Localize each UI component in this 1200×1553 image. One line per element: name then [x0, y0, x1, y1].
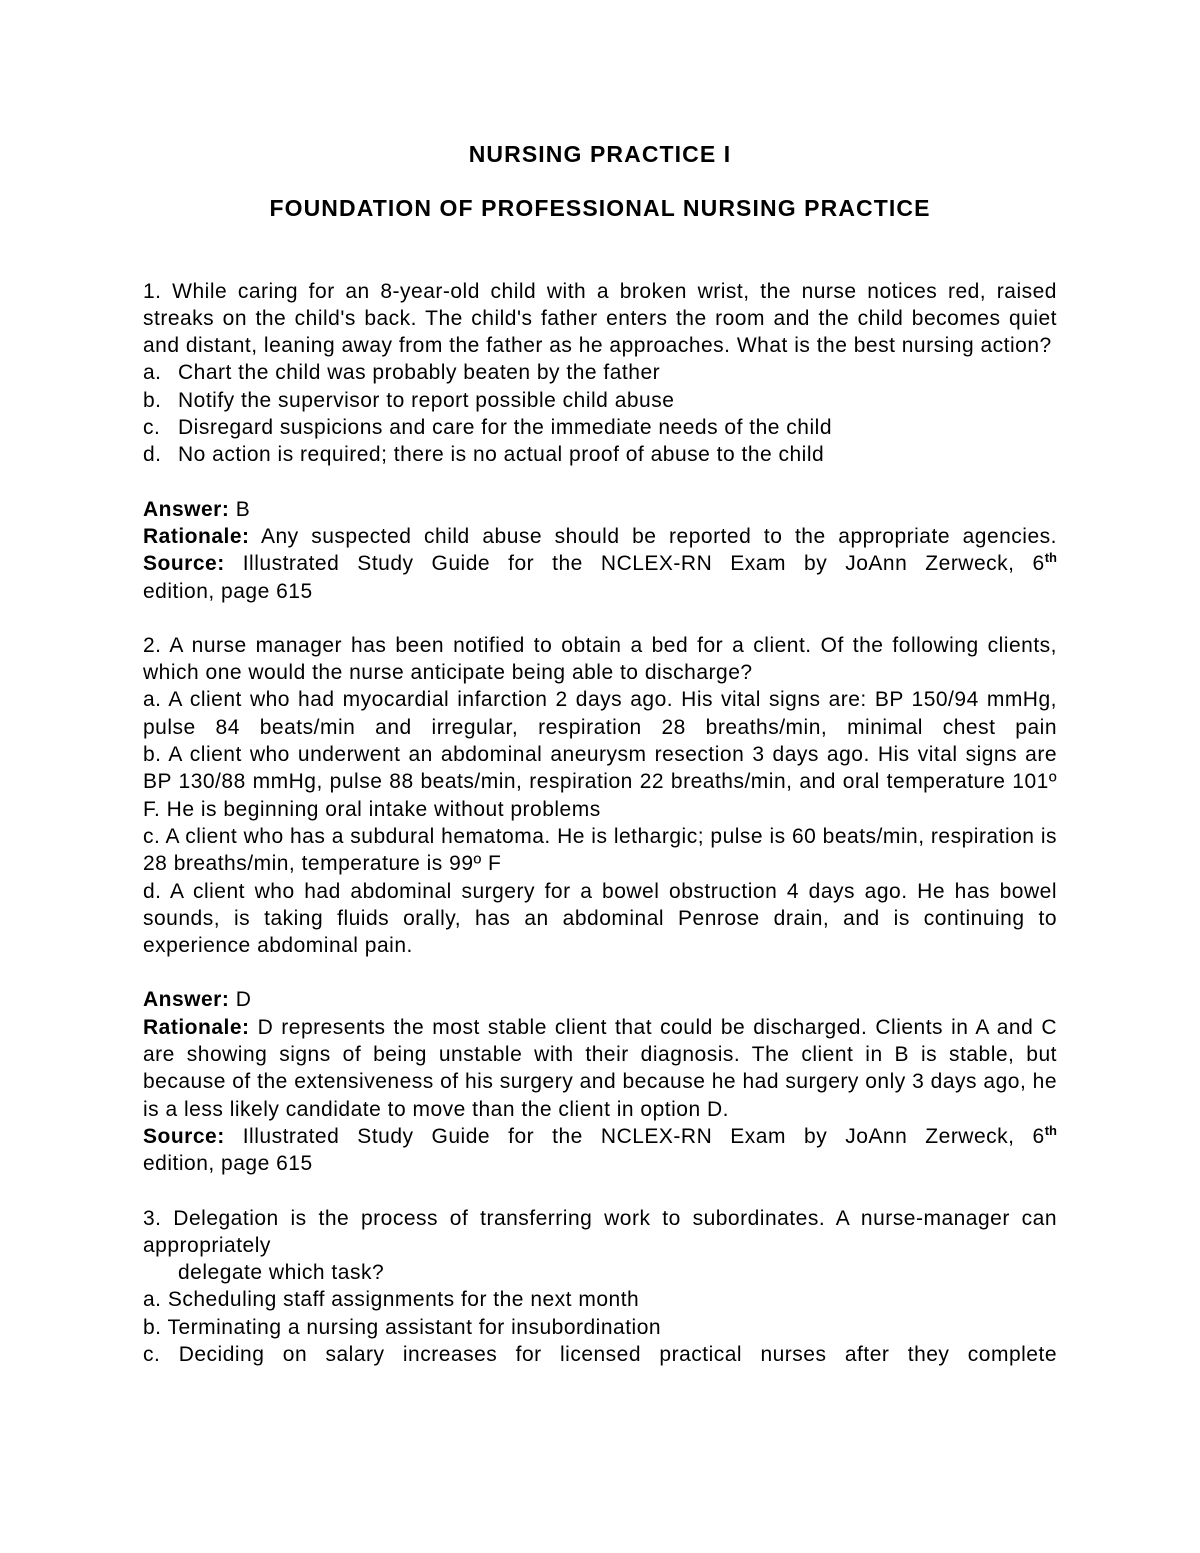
source-text: Illustrated Study Guide for the NCLEX-RN Exam by JoAnn Zerweck, 6 — [224, 552, 1045, 576]
question-2-option-a: a. A client who had myocardial infarction 2 days ago. His vital signs are: BP 150/94 mmHg, pulse 84 beats/min and irregular, respiration 28 breaths/min, minimal chest pain — [143, 688, 1057, 739]
option-letter: d. — [143, 443, 162, 467]
question-2-option-b: b. A client who underwent an abdominal aneurysm resection 3 days ago. His vital signs are BP 130/88 mmHg, pulse 88 beats/min, respiration 22 breaths/min, and oral temperature 101º F. He is beginning oral intake without problems — [143, 743, 1057, 821]
question-3-stem: 3. Delegation is the process of transferring work to subordinates. A nurse-manager can appropriately — [143, 1206, 1057, 1257]
question-1-option-b — [143, 387, 1057, 414]
question-3-option-b: b. Terminating a nursing assistant for insubordination — [143, 1315, 662, 1339]
option-text: Chart the child was probably beaten by the father — [178, 361, 661, 385]
question-2 — [143, 632, 1057, 1178]
question-3-stem-continuation: delegate which task? — [178, 1261, 385, 1285]
rationale-label: Rationale: — [143, 524, 250, 548]
question-2-option-c: c. A client who has a subdural hematoma. He is lethargic; pulse is 60 beats/min, respiration is 28 breaths/min, temperature is 99º F — [143, 824, 1057, 876]
option-text: Disregard suspicions and care for the immediate needs of the child — [178, 416, 832, 440]
question-1-option-a — [143, 359, 1057, 386]
source-label: Source: — [143, 1124, 225, 1148]
source-label: Source: — [143, 552, 225, 576]
question-2-source-line2: edition, page 615 — [143, 1152, 313, 1176]
source-superscript: th — [1044, 550, 1057, 566]
source-superscript: th — [1044, 1122, 1057, 1138]
answer-value: B — [229, 497, 251, 521]
question-1-source-line2: edition, page 615 — [143, 579, 313, 603]
question-2-rationale-line — [143, 1014, 1057, 1123]
question-1-option-d — [143, 441, 1057, 468]
option-text: No action is required; there is no actual proof of abuse to the child — [178, 443, 825, 467]
rationale-text: Any suspected child abuse should be reported to the appropriate agencies. — [249, 524, 1057, 548]
question-1 — [143, 278, 1057, 605]
rationale-text: D represents the most stable client that could be discharged. Clients in A and C are showing signs of being unstable with their diagnosis. The client in B is stable, but because of the extensiveness of his surgery and because he had surgery only 3 days ago, he is a less likely candidate to move than the client in option D. — [143, 1015, 1057, 1121]
question-2-source-line — [143, 1123, 1057, 1150]
rationale-label: Rationale: — [143, 1015, 250, 1039]
answer-value: D — [229, 988, 252, 1012]
source-text: Illustrated Study Guide for the NCLEX-RN Exam by JoAnn Zerweck, 6 — [224, 1124, 1045, 1148]
option-letter: a. — [143, 361, 162, 385]
question-2-answer-line — [143, 986, 1057, 1013]
option-letter: b. — [143, 388, 162, 412]
question-1-option-c — [143, 414, 1057, 441]
document-title: NURSING PRACTICE I — [468, 141, 732, 167]
question-3-option-a: a. Scheduling staff assignments for the next month — [143, 1288, 640, 1312]
question-3 — [143, 1205, 1057, 1369]
question-1-stem: 1. While caring for an 8-year-old child with a broken wrist, the nurse notices red, raised streaks on the child's back. The child's father enters the room and the child becomes quiet and distant, leaning away from the father as he approaches. What is the best nursing action? — [143, 279, 1057, 358]
question-1-answer-line — [143, 496, 1057, 523]
option-text: Notify the supervisor to report possible child abuse — [178, 388, 675, 412]
option-letter: c. — [143, 416, 161, 440]
question-2-stem: 2. A nurse manager has been notified to obtain a bed for a client. Of the following clients, which one would the nurse anticipate being able to discharge? — [143, 633, 1057, 685]
question-2-option-d: d. A client who had abdominal surgery for a bowel obstruction 4 days ago. He has bowel sounds, is taking fluids orally, has an abdominal Penrose drain, and is continuing to experience abdominal pain. — [143, 879, 1057, 958]
document-subtitle: FOUNDATION OF PROFESSIONAL NURSING PRACTICE — [269, 195, 931, 222]
question-3-option-c: c. Deciding on salary increases for licensed practical nurses after they complete — [143, 1342, 1057, 1366]
answer-label: Answer: — [143, 497, 230, 521]
answer-label: Answer: — [143, 988, 230, 1012]
question-1-source-line — [143, 550, 1057, 577]
question-1-rationale-line — [143, 523, 1057, 550]
